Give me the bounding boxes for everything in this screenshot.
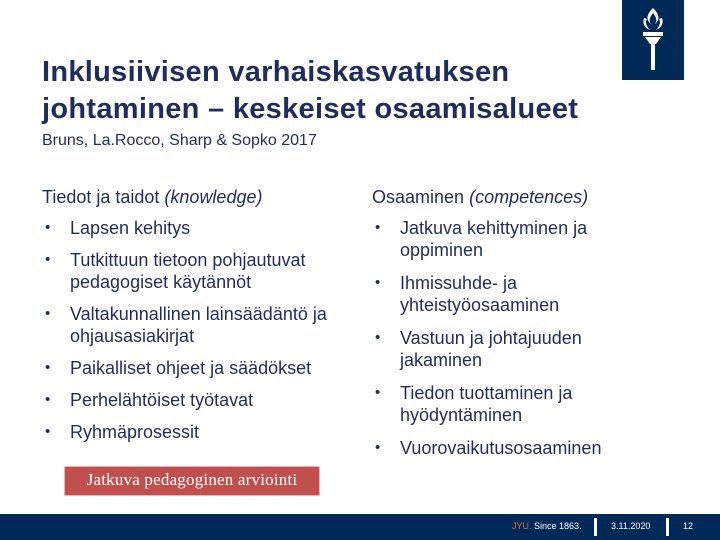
list-item [372, 217, 662, 261]
bullet-icon: • [375, 274, 381, 291]
university-logo [622, 0, 684, 80]
evaluation-badge [64, 466, 320, 496]
footer-separator [666, 518, 669, 536]
slide-subtitle: Bruns, La.Rocco, Sharp & Sopko 2017 [42, 132, 317, 149]
list-item-text: Vuorovaikutusosaaminen [400, 438, 602, 458]
competences-heading [372, 186, 662, 208]
list-item-text: Tutkittuun tietoon pohjautuvat pedagogiset käytännöt [70, 250, 306, 292]
list-item [372, 327, 662, 371]
knowledge-column [42, 186, 342, 453]
bullet-icon: • [45, 359, 51, 376]
footer-brand [512, 521, 582, 531]
list-item-text: Tiedon tuottaminen ja hyödyntäminen [400, 383, 573, 425]
list-item [42, 249, 342, 293]
evaluation-badge-text: Jatkuva pedagoginen arviointi [86, 470, 298, 489]
bullet-icon: • [45, 251, 51, 268]
list-item-text: Jatkuva kehittyminen ja oppiminen [400, 218, 588, 260]
bullet-icon: • [45, 219, 51, 236]
competences-column [372, 186, 662, 470]
footer-date: 3.11.2020 [611, 521, 651, 531]
list-item [372, 272, 662, 316]
page-number: 12 [683, 521, 694, 531]
list-item-text: Perhelähtöiset työtavat [70, 390, 254, 410]
footer-jyu: JYU. [512, 521, 532, 531]
competences-heading-main: Osaaminen [372, 187, 465, 207]
knowledge-list [42, 217, 342, 443]
list-item [42, 217, 342, 239]
competences-list [372, 217, 662, 459]
list-item-text: Valtakunnallinen lainsäädäntö ja ohjausasiakirjat [70, 304, 327, 346]
slide-title-line-2: johtaminen – keskeiset osaamisalueet [42, 93, 579, 125]
bullet-icon: • [375, 384, 381, 401]
list-item-text: Lapsen kehitys [70, 218, 191, 238]
bullet-icon: • [45, 391, 51, 408]
list-item-text: Vastuun ja johtajuuden jakaminen [400, 328, 582, 370]
bullet-icon: • [45, 305, 51, 322]
list-item [372, 382, 662, 426]
bullet-icon: • [45, 423, 51, 440]
list-item [372, 437, 662, 459]
list-item-text: Ryhmäprosessit [70, 422, 200, 442]
slide-title [42, 54, 622, 128]
list-item [42, 303, 342, 347]
footer-bar [0, 514, 720, 540]
slide-title-line-1: Inklusiivisen varhaiskasvatuksen [42, 56, 510, 88]
list-item-text: Paikalliset ohjeet ja säädökset [70, 358, 312, 378]
bullet-icon: • [375, 439, 381, 456]
footer-separator [594, 518, 597, 536]
list-item [42, 389, 342, 411]
bullet-icon: • [375, 329, 381, 346]
knowledge-heading-english: (knowledge) [164, 187, 263, 207]
list-item-text: Ihmissuhde- ja yhteistyöosaaminen [400, 273, 560, 315]
knowledge-heading-main: Tiedot ja taidot [42, 187, 160, 207]
list-item [42, 421, 342, 443]
footer-since: Since 1863. [534, 521, 582, 531]
competences-heading-english: (competences) [469, 187, 589, 207]
torch-icon [622, 0, 684, 80]
knowledge-heading [42, 186, 342, 208]
bullet-icon: • [375, 219, 381, 236]
list-item [42, 357, 342, 379]
